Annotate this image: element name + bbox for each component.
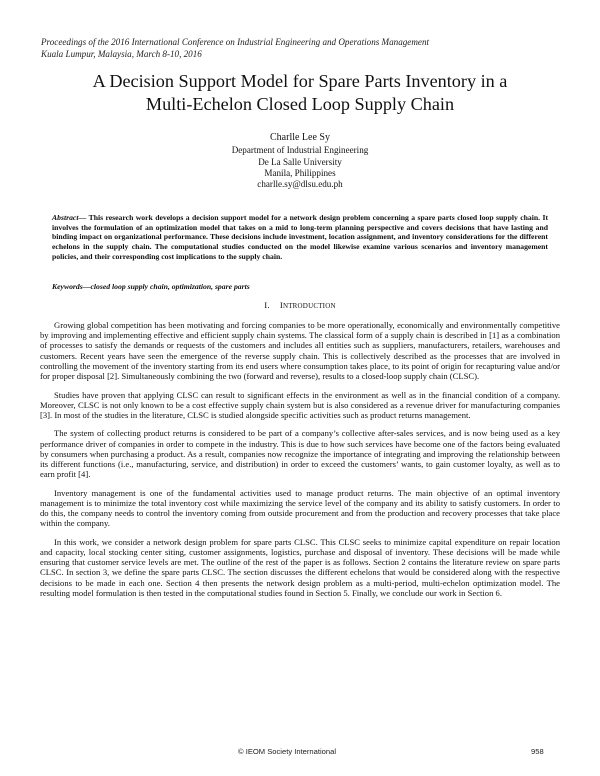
paragraph: Growing global competition has been motivating and forcing companies to be more operationally, economically and environmentally competitive by improving and implementing effective and efficient supply chain systems. The classical form of a supply chain is described in [1] as a combination of processes to satisfy the demands or requests of the customers and includes all entities such as suppliers, manufacturers, retailers, warehouses and customers. Recent years have seen the emergence of the reverse supply chain. This is collectively described as the processes that are involved in controlling the movement of the inventory starting from its end users where consumption takes place, to its point of origin for recapturing value and/or for proper disposal [2]. Simultaneously combining the two (forward and reverse), results to a closed-loop supply chain (CLSC). [40, 320, 560, 382]
section-number: I. [264, 300, 270, 310]
author-email[interactable]: charlle.sy@dlsu.edu.ph [257, 179, 343, 190]
section-title-rest: NTRODUCTION [282, 302, 336, 310]
paper-title [30, 70, 570, 116]
abstract-text: This research work develops a decision support model for a network design problem concerning a spare parts closed loop supply chain. It involves the formulation of an optimization model that takes on a mid to long-term planning perspective and covers decisions that have lasting and binding impact on organizational performance. These decisions include investment, location assignment, and inventory considerations for the different echelons in the supply chain. The computational studies conducted on the model likewise examine various scenarios and inventory management policies, and their corresponding cost implications to the supply chain. [52, 213, 549, 261]
proceedings-header [41, 37, 561, 60]
author-name: Charlle Lee Sy [270, 132, 330, 143]
paragraph: Inventory management is one of the fundamental activities used to manage product returns. The main objective of an optimal inventory management is to minimize the total inventory cost while maximizing the service level of the company and its ability to satisfy customers. In order to do this, the company needs to control the inventory coming from outside procurement and from the production and recovery processes that take place within the company. [40, 487, 560, 529]
author-location: Manila, Philippines [264, 167, 336, 178]
paragraph: The system of collecting product returns is considered to be part of a company’s collective after-sales services, and is now being used as a key performance driver of companies in order to compete in the industry. This is due to how such services have become one of the factors being evaluated by consumers when purchasing a product. As a result, companies now recognize the importance of integrating and improving the relationship between its different functions (i.e., manufacturing, service, and distribution) in order to exceed the customers’ wants, to gain customer loyalty, as well as to earn profit [4]. [40, 428, 560, 480]
section-heading-introduction [0, 300, 600, 310]
keywords: Keywords—closed loop supply chain, optimization, spare parts [52, 282, 250, 291]
author-block [100, 132, 500, 190]
introduction-body [40, 320, 560, 606]
author-department: Department of Industrial Engineering [231, 145, 369, 156]
paper-title-line-1: A Decision Support Model for Spare Parts Inventory in a [92, 71, 508, 91]
keywords-text: closed loop supply chain, optimization, spare parts [90, 282, 250, 291]
copyright-notice: © IEOM Society International [238, 747, 337, 756]
paper-title-line-2: Multi-Echelon Closed Loop Supply Chain [145, 94, 455, 114]
page-number: 958 [531, 747, 544, 756]
paragraph: Studies have proven that applying CLSC can result to significant effects in the environment as well as in the financial condition of a company. Moreover, CLSC is not only known to be a cost effective supply chain system but is also considered as a revenue driver for manufacturing companies [3]. In most of the studies in the literature, CLSC is studied alongside specific activities such as product returns management. [40, 389, 560, 420]
proceedings-title: Proceedings of the 2016 International Conference on Industrial Engineering and Operations Management [41, 37, 430, 47]
paragraph: In this work, we consider a network design problem for spare parts CLSC. This CLSC seeks to minimize capital expenditure on repair location and capacity, local stocking center siting, customer assignments, logistics, purchase and disposal of inventory. These decisions will be made while ensuring that customer service levels are met. The outline of the rest of the paper is as follows. Section 2 contains the literature review on spare parts CLSC. In section 3, we define the spare parts CLSC. The section discusses the different echelons that would be considered along with the respective decisions to be made in each one. Section 4 then presents the network design problem as a multi-period, multi-echelon optimization model. The resulting model formulation is then tested in the computational studies found in Section 5. Finally, we conclude our work in Section 6. [40, 536, 560, 598]
abstract-label: Abstract [52, 213, 79, 222]
proceedings-location: Kuala Lumpur, Malaysia, March 8-10, 2016 [41, 48, 202, 59]
keywords-label: Keywords [52, 282, 83, 291]
author-university: De La Salle University [258, 156, 342, 167]
section-title-initial: I [279, 300, 283, 310]
abstract: Abstract— This research work develops a decision support model for a network design problem concerning a spare parts closed loop supply chain. It involves the formulation of an optimization model that takes on a mid to long-term planning perspective and covers decisions that have lasting and binding impact on organizational performance. These decisions include investment, location assignment, and inventory considerations for the different echelons in the supply chain. The computational studies conducted on the model likewise examine various scenarios and inventory management policies, and their corresponding cost implications to the supply chain. [52, 213, 549, 261]
